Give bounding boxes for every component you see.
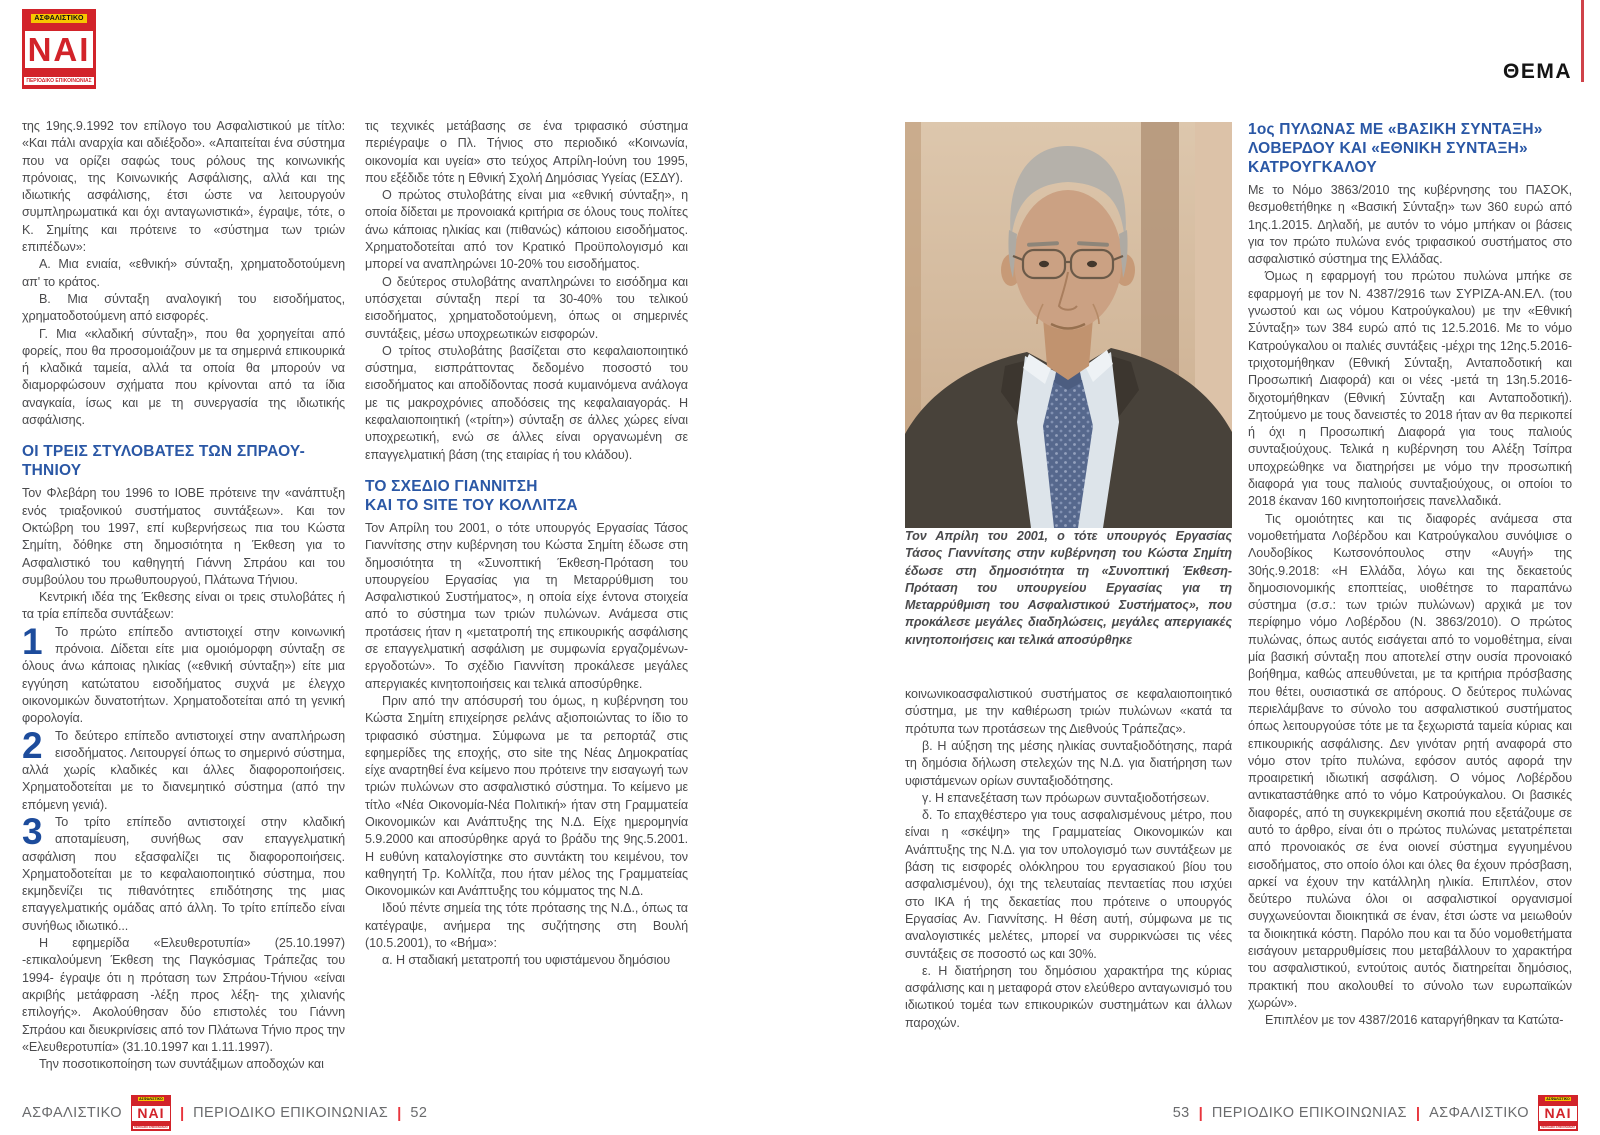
body-paragraph: α. Η σταδιακή μετατροπή του υφιστάμενου δημόσιου [382,953,671,968]
footer-separator: | [1198,1104,1203,1122]
logo-subtitle: ΠΕΡΙΟΔΙΚΟ ΕΠΙΚΟΙΝΩΝΙΑΣ [23,76,94,86]
section-label: ΘΕΜΑ [1503,60,1572,83]
footer-separator: | [1415,1104,1421,1122]
body-paragraph: Τις ομοιότητες και τις διαφορές ανάμεσα στα νομοθετήματα Λοβέρδου και Κατρούγκαλου συνόψισε ο Λουδοβίκος Κωτσονόπουλος στην «Αυγή» της 30ής.9.2018: «Η Ελλάδα, λόγω και της δεκαετούς δημοσιονομικής εποπτείας, υιοθέτησε το παραπάνω σύστημα (σ.σ.: των τριών πυλώνων) αρχικά με τον περίφημο νόμο Λοβέρδου (Ν. 3863/2010). Ο πρώτος πυλώνας, όπως αυτός εισάγεται από το νομοθέτημα, είναι μία βασική σύνταξη που αποτελεί στην ουσία προνοιακό βοήθημα, καθώς απευθύνεται, με τα κριτήρια πρόσβασης που θέτει, ουσιαστικά σε απόρους. Ο δεύτερος πυλώνας περιελάμβανε το σύνολο του ασφαλιστικού συστήματος όπως λειτουργούσε τότε με τα ξεχωριστά ταμεία κύριας και επικουρικής ασφάλισης. Δεν γινόταν ρητή αναφορά στο νόμο στον τρίτο πυλώνα, εφόσον αυτός αφορά την προαιρετική ιδιωτική ασφάλιση. Ο νόμος Λοβέρδου αντικαταστάθηκε από το νόμο Κατρούγκαλου. Οι βασικές διαφορές, από τη συγκεκριμένη σκοπιά που εξετάζουμε σε αυτό το άρθρο, είναι ότι ο πρώτος πυλώνας μετατρέπεται από προνοιακός σε ένα οιονεί σύστημα εγγυημένου εισοδήματος, στο οποίο όλοι και όλες θα έχουν πρόσβαση, αρκεί να έχουν την κατάλληλη ηλικία. Επιπλέον, στον δεύτερο πυλώνα όλοι οι ασφαλιστικοί οργανισμοί συγχωνεύονται διοικητικά σε έναν, έτσι ώστε να μειωθούν τα διοικητικά κόστη. Παρόλο που και τα δύο νομοθετήματα εισάγουν μεταρρυθμίσεις που μεταβάλλουν το χαρακτήρα του ασφαλιστικού, εντούτοις αυτός διατηρείται δημόσιος, πρακτική που ακολουθεί το σύνολο των ευρωπαϊκών χωρών». [1248,511,1572,1010]
body-paragraph: β. Η αύξηση της μέσης ηλικίας συνταξιοδότησης, παρά τη δημόσια δήλωση στελεχών της Ν.Δ. για διατήρηση των υφιστάμενων ορίων συνταξιοδότησης. [905,738,1232,788]
footer-magazine: ΠΕΡΙΟΔΙΚΟ ΕΠΙΚΟΙΝΩΝΙΑΣ [193,1105,389,1121]
logo-tagline: ΑΣΦΑΛΙΣΤΙΚΟ [139,1097,163,1101]
body-paragraph: Γ. Μια «κλαδική σύνταξη», που θα χορηγείται από φορείς, που θα προσομοιάζουν με τα σημερινά επικουρικά ή κλαδικά ταμεία, αλλά τα οποία θα μπορούν να διαμορφώσουν σχήματα που κρίνονται από τα ίδια αναγκαία, ίσως και με τη συνεργασία της ιδιωτικής ασφάλισης. [22,326,345,428]
column-4 [1248,118,1572,1075]
numbered-item [22,810,345,935]
column-3 [905,118,1232,1075]
footer-separator: | [397,1104,402,1122]
red-rule-decoration [1581,0,1584,82]
nai-logo [22,9,96,89]
footer-separator: | [179,1104,185,1122]
nai-logo [131,1095,171,1131]
logo-subtitle: ΠΕΡΙΟΔΙΚΟ ΕΠΙΚΟΙΝΩΝΙΑΣ [134,1126,168,1129]
body-paragraph: γ. Η επανεξέταση των πρόωρων συνταξιοδοτήσεων. [922,790,1210,805]
section-heading: ΟΙ ΤΡΕΙΣ ΣΤΥΛΟΒΑΤΕΣ ΤΩΝ ΣΠΡΑΟΥ-ΤΗΝΙΟΥ [22,443,305,480]
logo-subtitle: ΠΕΡΙΟΔΙΚΟ ΕΠΙΚΟΙΝΩΝΙΑΣ [1541,1126,1575,1129]
page-number-left: 52 [410,1105,428,1121]
body-paragraph: Κεντρική ιδέα της Έκθεσης είναι οι τρεις στυλοβάτες ή τα τρία επίπεδα συντάξεων: [22,590,345,622]
section-heading: ΤΟ ΣΧΕΔΙΟ ΓΙΑΝΝΙΤΣΗ [365,477,538,495]
body-paragraph: της 19ης.9.1992 τον επίλογο του Ασφαλιστικού με τίτλο: «Και πάλι αναρχία και αδιέξοδο». «Απαιτείται ένα σύστημα που να ορίζει σαφώς τους ρόλους της κοινωνικής πρόνοιας, της Κοινωνικής Ασφάλισης, αλλά και της ιδιωτικής ασφάλισης, έτσι ώστε να λειτουργούν συμπληρωματικά και όχι ανταγωνιστικά», έγραψε, τότε, ο Κ. Σημίτης και πρότεινε το «σύστημα των τριών επιπέδων»: [22,119,345,255]
body-paragraph: Τον Απρίλη του 2001, ο τότε υπουργός Εργασίας Τάσος Γιαννίτσης στην κυβέρνηση του Κώστα Σημίτη έδωσε στη δημοσιότητα τη «Συνοπτική Έκθεση-Πρόταση του υπουργείου Εργασίας για τη Μεταρρύθμιση του Ασφαλιστικού Συστήματος», η οποία είχε έντονα στοιχεία από το σύστημα των τριών πυλώνων. Ανάμεσα στις προτάσεις ήταν η «μετατροπή της επικουρικής ασφάλισης σε επαγγελματική ασφάλιση με συμφωνία εργαζομένων-εργοδοτών». Το σχέδιο Γιαννίτση προκάλεσε μεγάλες απεργιακές κινητοποιήσεις και τελικά αποσύρθηκε. [365,520,688,691]
drop-number: 3 [22,810,43,852]
footer-left [22,1094,427,1132]
body-paragraph: Το τρίτο επίπεδο αντιστοιχεί στην κλαδική αποταμίευση, συνήθως σαν επαγγελματική ασφάλιση που εξασφαλίζει τις διαφοροποιήσεις. Χρηματοδοτείται με το κεφαλαιοποιητικό σύστημα, που εκμηδενίζει τις πιθανότητες επιδότησης της μιας επαγγελματικής ομάδας από άλλη. Το τρίτο επίπεδο είναι συνήθως ιδιωτικό... [22,814,345,933]
logo-wordmark: ΝΑΙ [25,31,93,68]
logo-tagline: ΑΣΦΑΛΙΣΤΙΚΟ [1546,1097,1570,1101]
body-paragraph: δ. Το επαχθέστερο για τους ασφαλισμένους μέτρο, που είναι η «σκέψη» της Γραμματείας Οικονομικών και Ανάπτυξης της Ν.Δ. για τον υπολογισμό των συντάξεων με βάση τις εισφορές ολόκληρου του εργασιακού βίου του ασφαλισμένου), όχι της τελευταίας πενταετίας που ισχύει στο ΙΚΑ ή της δεκαετίας που πρότεινε ο υπουργός Εργασίας Αν. Γιαννίτσης. Η θέση αυτή, σύμφωνα με τις αναλογιστικές μελέτες, μπορεί να συρρικνώσει τις νέες συντάξεις σε ποσοστό ως και 30%. [905,808,1232,961]
body-paragraph: Το δεύτερο επίπεδο αντιστοιχεί στην αναπλήρωση εισοδήματος. Λειτουργεί όπως το σημερινό σύστημα, αλλά χωρίς κλαδικές και άλλες διαφοροποιήσεις. Χρηματοδοτείται με το διανεμητικό σύστημα (από την επόμενη γενιά). [22,728,345,812]
footer-right [1173,1094,1578,1132]
body-paragraph: Ο τρίτος στυλοβάτης βασίζεται στο κεφαλαιοποιητικό σύστημα, εισπράττοντας δεδομένο ποσοστό του εισοδήματος και αποδίδοντας ποσά κυμαινόμενα ανάλογα με τις μακροχρόνιες αποδόσεις της κεφαλαιαγοράς. Η κεφαλαιοποιητική («τρίτη») σύνταξη σε άλλες χώρες είναι υποχρεωτική, ενώ σε άλλες είναι οργανωμένη σε επαγγελματική βάση (της εταιρίας ή του κλάδου). [365,343,688,462]
body-paragraph: Ιδού πέντε σημεία της τότε πρότασης της Ν.Δ., όπως τα κατέγραψε, ανήμερα της συζήτησης στη Βουλή (10.5.2001), το «Βήμα»: [365,901,688,951]
body-paragraph: Με το Νόμο 3863/2010 της κυβέρνησης του ΠΑΣΟΚ, θεσμοθετήθηκε η «Βασική Σύνταξη» των 360 ευρώ από 1ης.1.2015. Δηλαδή, με αυτόν το νόμο μπήκαν οι βάσεις για τον πρώτο πυλώνα ενός τριφασικού συστήματος στο ασφαλιστικό σύστημα της Ελλάδας. [1248,183,1572,267]
column-1 [22,118,345,1075]
body-paragraph: Η εφημερίδα «Ελευθεροτυπία» (25.10.1997) -επικαλούμενη Έκθεση της Παγκόσμιας Τράπεζας του 1994- έγραψε ότι η πρόταση των Σπράου-Τήνιου «είναι ακριβής μετάφραση -λέξη προς λέξη- της χιλιανής επιλογής». Ακολούθησαν δύο επιστολές του Γιάννη Σπράου και διευκρινίσεις από τον Πλάτωνα Τήνιο προς την «Ελευθεροτυπία» (31.10.1997 και 1.11.1997). [22,936,345,1054]
footer-brand: ΑΣΦΑΛΙΣΤΙΚΟ [1429,1105,1529,1121]
column-2 [365,118,688,1075]
photo-caption: Τον Απρίλη του 2001, ο τότε υπουργός Εργασίας Τάσος Γιαννίτσης στην κυβέρνηση του Κώστα Σημίτη έδωσε στη δημοσιότητα τη «Συνοπτική Έκθεση-Πρόταση του υπουργείου Εργασίας για τη Μεταρρύθμιση του Ασφαλιστικού Συστήματος», που προκάλεσε μεγάλες διαδηλώσεις, μεγάλες απεργιακές κινητοποιήσεις και τελικά αποσύρθηκε [905,529,1232,647]
logo-wordmark: ΝΑΙ [1539,1106,1577,1121]
body-paragraph: ε. Η διατήρηση του δημόσιου χαρακτήρα της κύριας ασφάλισης και η μεταφορά στον ελεύθερο ανταγωνισμό του ιδιωτικού τομέα των επικουρικών συστημάτων και άλλων παροχών. [905,963,1232,1030]
body-paragraph: τις τεχνικές μετάβασης σε ένα τριφασικό σύστημα περιέγραψε ο Πλ. Τήνιος στο περιοδικό «Κοινωνία, οικονομία και υγεία» στο τεύχος Απρίλη-Ιούνη του 1995, που εξέδιδε τότε η Εθνική Σχολή Δημόσιας Υγείας (ΕΣΔΥ). [365,119,688,185]
section-heading: ΛΟΒΕΡΔΟΥ ΚΑΙ «ΕΘΝΙΚΗ ΣΥΝΤΑΞΗ» [1248,140,1528,157]
caption-gap [905,649,1232,686]
section-heading: ΚΑΤΡΟΥΓΚΑΛΟΥ [1248,159,1377,176]
logo-tagline: ΑΣΦΑΛΙΣΤΙΚΟ [31,14,86,23]
body-paragraph: Ο πρώτος στυλοβάτης είναι μια «εθνική σύνταξη», η οποία δίδεται με προνοιακά κριτήρια σε όλους τους πολίτες άνω κάποιας ηλικίας και (πιθανώς) κάποιου εισοδήματος. Χρηματοδοτείται από τον Κρατικό Προϋπολογισμό και μπορεί να αναπληρώνει 10-20% του εισοδήματος. [365,188,688,272]
numbered-item [22,620,345,728]
body-paragraph: Α. Μια ενιαία, «εθνική» σύνταξη, χρηματοδοτούμενη απ' το κράτος. [22,257,345,289]
portrait-photo [905,122,1232,528]
body-paragraph: Τον Φλεβάρη του 1996 το ΙΟΒΕ πρότεινε την «ανάπτυξη ενός τριαξονικού συστήματος συντάξεων». Και τον Οκτώβρη του 1997, επί κυβερνήσεως πια του Κώστα Σημίτη, δόθηκε στη δημοσιότητα η Έκθεση για το Ασφαλιστικό του καθηγητή Γιάννη Σπράου και του συμβούλου του πρωθυπουργού, Πλάτωνα Τήνιου. [22,486,345,587]
nai-logo [1538,1095,1578,1131]
body-paragraph: Πριν από την απόσυρσή του όμως, η κυβέρνηση του Κώστα Σημίτη επιχείρησε ρελάνς αξιοποιώντας το ίδιο το τριφασικό σύστημα. Σύμφωνα με τα ρεπορτάζ στις εφημερίδες της εποχής, στο site της Νέας Δημοκρατίας είχε αναρτηθεί ένα κείμενο που πρότεινε την εισαγωγή των τριών πυλώνων στο ασφαλιστικό σύστημα. Το κείμενο με τίτλο «Νέα Οικονομία-Νέα Πολιτική» ήταν στη Γραμματεία Οικονομικών και Ανάπτυξης της Ν.Δ. Είχε ημερομηνία 5.9.2000 και αποσύρθηκε αργά το βράδυ της 9ης.5.2001. Η ευθύνη καταλογίστηκε στο συντάκτη του κειμένου, τον καθηγητή Τρ. Κολλίτζα, που ήταν μέλος της Γραμματείας Οικονομικών και Ανάπτυξης του κόμματος της Ν.Δ. [365,693,688,899]
body-paragraph: Επιπλέον με τον 4387/2016 καταργήθηκαν τα Κατώτα- [1265,1013,1564,1028]
footer-magazine: ΠΕΡΙΟΔΙΚΟ ΕΠΙΚΟΙΝΩΝΙΑΣ [1211,1105,1407,1121]
body-paragraph: Την ποσοτικοποίηση των συντάξιμων αποδοχών και [39,1057,324,1072]
footer-brand: ΑΣΦΑΛΙΣΤΙΚΟ [22,1105,122,1121]
body-paragraph: Το πρώτο επίπεδο αντιστοιχεί στην κοινωνική πρόνοια. Δίδεται είτε μια ομοιόμορφη σύνταξη σε όλους άνω κάποιας ηλικίας («εθνική σύνταξη») είτε μια εγγύηση κατώτατου εισοδήματος συχνά με έλεγχο οικονομικών δυνατοτήτων. Χρηματοδοτείται από τη γενική φορολογία. [22,624,345,726]
page-number-right: 53 [1172,1105,1190,1121]
body-paragraph: Β. Μια σύνταξη αναλογική του εισοδήματος, χρηματοδοτούμενη από εισφορές. [22,291,345,324]
body-paragraph: Ο δεύτερος στυλοβάτης αναπληρώνει το εισόδημα και υπόσχεται σύνταξη περί τα 30-40% του τελικού εισοδήματος, χρηματοδοτούμενη, όπως οι σημερινές συντάξεις, μέσω υποχρεωτικών εισφορών. [365,274,688,341]
body-paragraph: Όμως η εφαρμογή του πρώτου πυλώνα μπήκε σε εφαρμογή με τον Ν. 4387/2916 των ΣΥΡΙΖΑ-ΑΝ.ΕΛ. (του γνωστού και ως νόμου Κατρούγκαλου) με την «Εθνική Σύνταξη» των 384 ευρώ από τις 12.5.2016. Με το νόμο Κατρούγκαλου οι παλιές συντάξεις -μέχρι της 12ης.5.2016- τριχοτομήθηκαν (Εθνική Σύνταξη, Ανταποδοτική και Προσωπική Διαφορά) και οι νέες -μετά τη 13η.5.2016- διχοτομήθηκαν (Εθνική Σύνταξη και Ανταποδοτική). Ζητούμενο με τους δανειστές το 2018 ήταν αν θα περικοπεί ή όχι η Προσωπική Διαφορά για τους παλιούς συνταξιούχους. Τελικά η κυβέρνηση του Αλέξη Τσίπρα υποχρεώθηκε να διατηρήσει με νόμο την προσωπική διαφορά για τους παλιούς συνταξιούχους, οι οποίοι το 2018 έκαναν 160 κινητοποιήσεις πανελλαδικά. [1248,269,1572,509]
section-heading: ΚΑΙ ΤΟ SITE ΤΟΥ ΚΟΛΛΙΤΖΑ [365,496,578,514]
numbered-item [22,724,345,814]
drop-number: 2 [22,724,43,766]
logo-wordmark: ΝΑΙ [132,1106,170,1121]
drop-number: 1 [22,620,43,662]
section-heading: 1ος ΠΥΛΩΝΑΣ ΜΕ «ΒΑΣΙΚΗ ΣΥΝΤΑΞΗ» [1248,121,1543,138]
body-paragraph: κοινωνικοασφαλιστικού συστήματος σε κεφαλαιοποιητικό σύστημα, με την καθιέρωση τριών πυλώνων «κατά τα πρότυπα των προτάσεων της Διεθνούς Τράπεζας». [905,687,1232,736]
